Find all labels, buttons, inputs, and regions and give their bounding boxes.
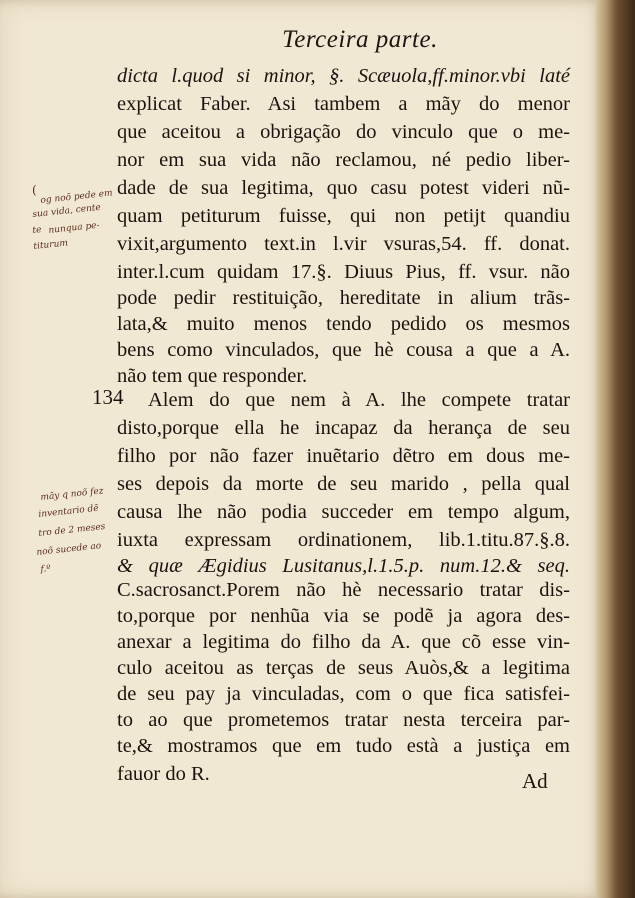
margin-note: f.º	[40, 563, 52, 575]
text-line: nor em sua vida não reclamou, né pedio liber-	[117, 149, 570, 171]
text-line: anexar a legitima do filho da A. que cõ esse vin-	[117, 631, 570, 653]
text-line: iuxta expressam ordinationem, lib.1.titu.87.§.8.	[117, 529, 570, 551]
text-line: não tem que responder.	[117, 365, 308, 387]
text-line: quam petiturum fuisse, qui non petijt quandiu	[117, 205, 570, 227]
margin-note: noõ sucede ao	[36, 541, 102, 558]
paragraph-number: 134	[92, 385, 124, 409]
text-line: que aceitou a obrigação do vinculo que o me-	[117, 121, 570, 143]
text-line: causa lhe não podia succeder em tempo algum,	[117, 501, 570, 523]
text-line: te,& mostramos que em tudo està a justiça em	[117, 735, 570, 757]
text-line: filho por não fazer inuẽtario dẽtro em dous me-	[117, 445, 570, 467]
text-line: dade de sua legitima, quo casu potest videri nũ-	[117, 177, 570, 199]
catchword: Ad	[522, 769, 548, 793]
text-line: to ao que prometemos tratar nesta terceira par-	[117, 709, 570, 731]
margin-note: te	[32, 225, 42, 236]
text-line: lata,& muito menos tendo pedido os mesmos	[117, 313, 570, 335]
margin-bracket-mark: (	[32, 183, 37, 197]
text-line: C.sacrosanct.Porem não hè necessario tratar dis-	[117, 579, 570, 601]
margin-note: tro de 2 meses	[38, 521, 106, 539]
text-line: fauor do R.	[117, 763, 210, 785]
text-line: Alem do que nem à A. lhe compete tratar	[148, 389, 570, 411]
text-line: ses depois da morte de seu marido , pella qual	[117, 473, 570, 495]
running-header	[0, 26, 635, 54]
book-spine	[596, 0, 635, 898]
text-line: culo aceitou as terças de seus Auòs,& a legitima	[117, 657, 570, 679]
margin-note: titurum	[33, 238, 69, 252]
margin-note: inventario dẽ	[38, 503, 100, 520]
text-line: explicat Faber. Asi tambem a mãy do menor	[117, 93, 570, 115]
text-line: vixit,argumento text.in l.vir vsuras,54. ff. donat.	[117, 233, 570, 255]
text-line: inter.l.cum quidam 17.§. Diuus Pius, ff. vsur. não	[117, 261, 570, 283]
margin-note: nunqua pe-	[48, 220, 101, 236]
margin-note: mãy q noõ fez	[40, 486, 105, 503]
text-line: to,porque por nenhũa via se podẽ ja agora des-	[117, 605, 570, 627]
text-line: bens como vinculados, que hè cousa a que a A.	[117, 339, 570, 361]
margin-note: og noõ pede em	[40, 188, 114, 206]
text-line: disto,porque ella he incapaz da herança de seu	[117, 417, 570, 439]
header-text: Terceira parte.	[282, 26, 438, 53]
margin-note: sua vida, cente	[32, 202, 102, 220]
text-line: de seu pay ja vinculadas, com o que fica satisfei-	[117, 683, 570, 705]
text-line: & quæ Ægidius Lusitanus,l.1.5.p. num.12.& seq.	[117, 555, 570, 577]
text-line: pode pedir restituição, hereditate in alium trãs-	[117, 287, 570, 309]
text-line: dicta l.quod si minor, §. Scæuola,ff.minor.vbi laté	[117, 65, 570, 87]
